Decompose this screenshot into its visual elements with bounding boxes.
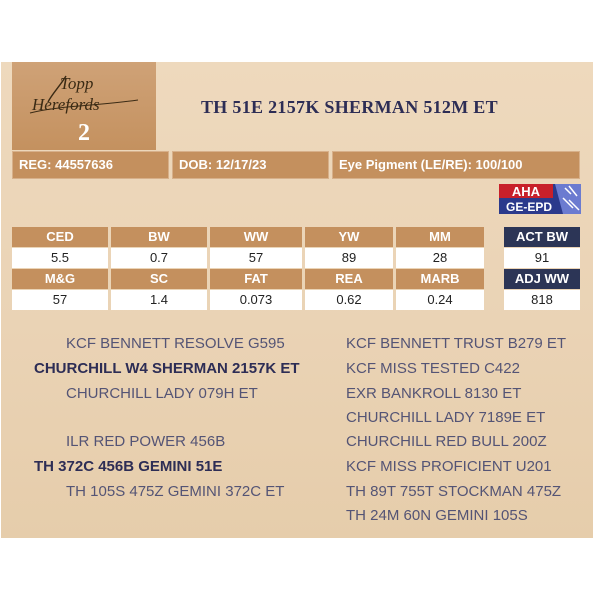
epd-value-sc: 1.4 [111, 290, 207, 310]
lot-number: 2 [78, 120, 90, 146]
pedigree-dam-dam: TH 105S 475Z GEMINI 372C ET [66, 483, 285, 500]
logo-script-top: Topp [60, 74, 94, 93]
epd-value-rea: 0.62 [305, 290, 393, 310]
pedigree-right-line: KCF MISS TESTED C422 [346, 360, 520, 377]
animal-title: TH 51E 2157K SHERMAN 512M ET [201, 97, 498, 117]
epd-value-ww: 57 [210, 248, 302, 268]
aha-logo-bottom: GE-EPD [505, 200, 553, 214]
pedigree-right-line: KCF BENNETT TRUST B279 ET [346, 335, 567, 352]
epd-header-yw: YW [305, 227, 393, 247]
pedigree-right-line: KCF MISS PROFICIENT U201 [346, 458, 552, 475]
epd-header-rea: REA [305, 269, 393, 289]
adj-ww-label: ADJ WW [504, 269, 580, 289]
epd-value-mm: 28 [396, 248, 484, 268]
epd-header-bw: BW [111, 227, 207, 247]
aha-logo-top: AHA [511, 184, 541, 199]
epd-value-mg: 57 [12, 290, 108, 310]
pedigree-right-line: CHURCHILL LADY 7189E ET [346, 409, 546, 426]
pedigree-right-line: EXR BANKROLL 8130 ET [346, 385, 522, 402]
topp-herefords-logo [26, 72, 144, 118]
logo-script-bottom: Herefords [32, 95, 100, 114]
epd-value-yw: 89 [305, 248, 393, 268]
pedigree-sire-sire: KCF BENNETT RESOLVE G595 [66, 335, 285, 352]
pedigree-right-line: TH 24M 60N GEMINI 105S [346, 507, 528, 524]
epd-header-mg: M&G [12, 269, 108, 289]
epd-value-fat: 0.073 [210, 290, 302, 310]
epd-header-ced: CED [12, 227, 108, 247]
aha-ge-epd-logo [499, 184, 581, 214]
pedigree-right-line: CHURCHILL RED BULL 200Z [346, 433, 547, 450]
epd-header-fat: FAT [210, 269, 302, 289]
epd-header-sc: SC [111, 269, 207, 289]
pedigree-sire-dam: CHURCHILL LADY 079H ET [66, 385, 258, 402]
adj-ww-value: 818 [504, 290, 580, 310]
pedigree-sire: CHURCHILL W4 SHERMAN 2157K ET [34, 360, 300, 377]
epd-value-bw: 0.7 [111, 248, 207, 268]
pedigree-dam: TH 372C 456B GEMINI 51E [34, 458, 223, 475]
pedigree-dam-sire: ILR RED POWER 456B [66, 433, 226, 450]
reg-number: REG: 44557636 [12, 151, 169, 179]
epd-value-marb: 0.24 [396, 290, 484, 310]
act-bw-label: ACT BW [504, 227, 580, 247]
epd-header-marb: MARB [396, 269, 484, 289]
pedigree-right-line: TH 89T 755T STOCKMAN 475Z [346, 483, 562, 500]
breeder-logo-box [12, 62, 156, 150]
act-bw-value: 91 [504, 248, 580, 268]
eye-pigment: Eye Pigment (LE/RE): 100/100 [332, 151, 580, 179]
date-of-birth: DOB: 12/17/23 [172, 151, 329, 179]
epd-value-ced: 5.5 [12, 248, 108, 268]
epd-header-ww: WW [210, 227, 302, 247]
epd-header-mm: MM [396, 227, 484, 247]
